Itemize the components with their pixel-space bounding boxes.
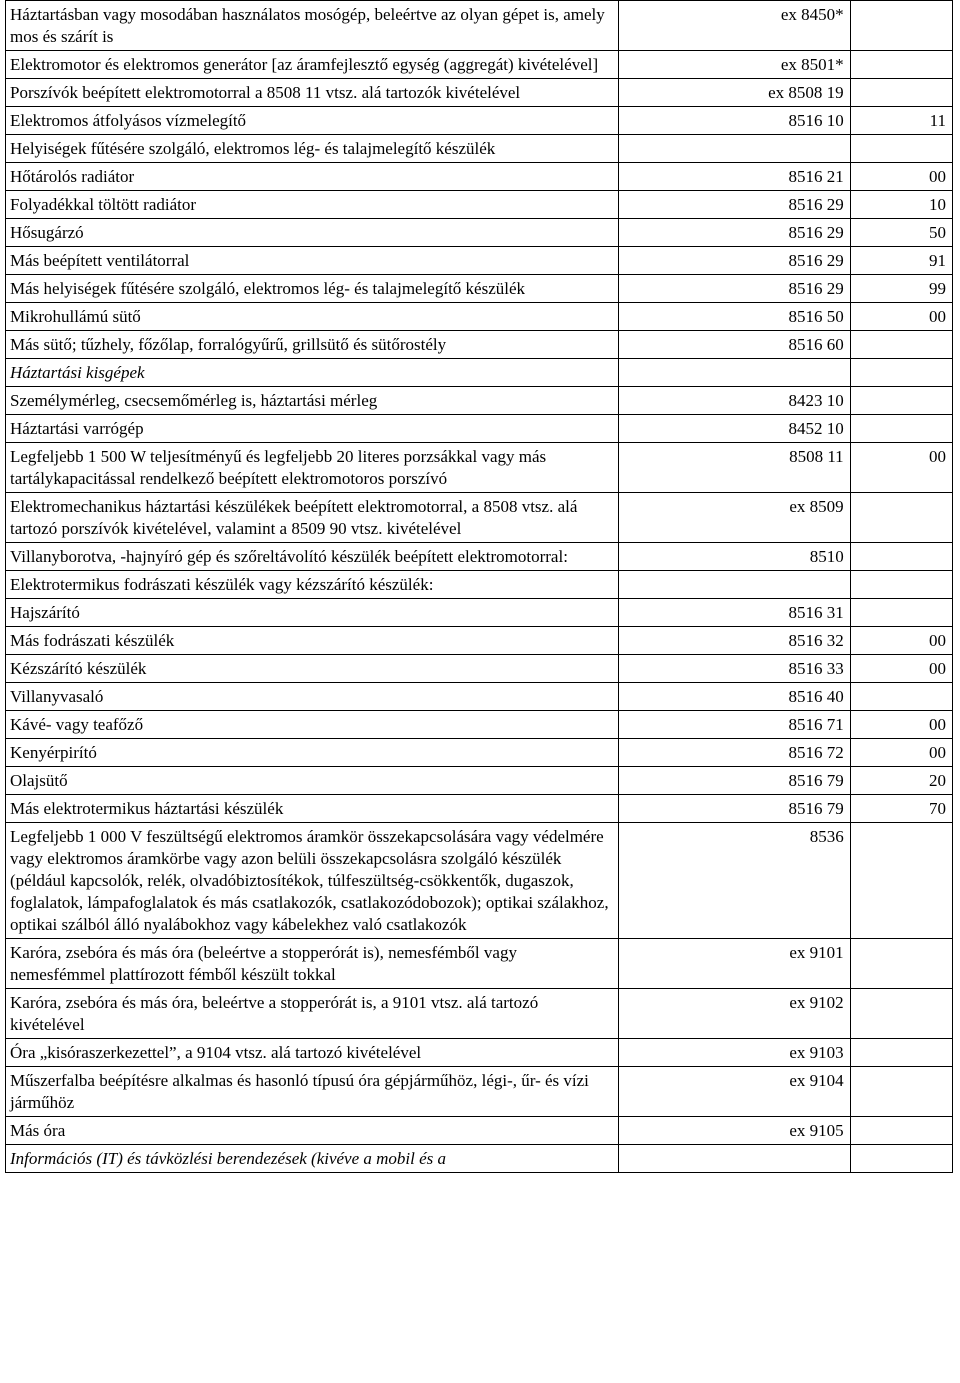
table-row xyxy=(6,767,953,795)
table-row xyxy=(6,51,953,79)
table-row xyxy=(6,543,953,571)
table-row xyxy=(6,939,953,989)
table-row xyxy=(6,443,953,493)
subheading-code xyxy=(850,599,952,627)
subheading-code: 00 xyxy=(850,443,952,493)
subheading-code xyxy=(850,989,952,1039)
item-description: Hőtárolós radiátor xyxy=(6,163,619,191)
subheading-code: 20 xyxy=(850,767,952,795)
item-description: Kávé- vagy teafőző xyxy=(6,711,619,739)
item-description: Más helyiségek fűtésére szolgáló, elektromos lég- és talajmelegítő készülék xyxy=(6,275,619,303)
item-description: Más elektrotermikus háztartási készülék xyxy=(6,795,619,823)
subheading-code xyxy=(850,1145,952,1173)
tariff-code: 8516 40 xyxy=(618,683,850,711)
subheading-code xyxy=(850,683,952,711)
item-description: Más fodrászati készülék xyxy=(6,627,619,655)
table-row xyxy=(6,1,953,51)
item-description: Más beépített ventilátorral xyxy=(6,247,619,275)
subheading-code: 50 xyxy=(850,219,952,247)
subheading-code: 00 xyxy=(850,303,952,331)
tariff-code: 8510 xyxy=(618,543,850,571)
subheading-code xyxy=(850,79,952,107)
item-description: Hajszárító xyxy=(6,599,619,627)
item-description: Személymérleg, csecsemőmérleg is, háztartási mérleg xyxy=(6,387,619,415)
item-description: Elektromos átfolyásos vízmelegítő xyxy=(6,107,619,135)
table-row xyxy=(6,331,953,359)
item-description: Műszerfalba beépítésre alkalmas és hasonló típusú óra gépjárműhöz, légi-, űr- és vízi járműhöz xyxy=(6,1067,619,1117)
table-row xyxy=(6,107,953,135)
tariff-code: 8452 10 xyxy=(618,415,850,443)
item-description: Háztartási varrógép xyxy=(6,415,619,443)
subheading-code xyxy=(850,823,952,939)
subheading-code xyxy=(850,51,952,79)
item-description: Porszívók beépített elektromotorral a 8508 11 vtsz. alá tartozók kivételével xyxy=(6,79,619,107)
table-body xyxy=(6,1,953,1173)
table-row xyxy=(6,303,953,331)
table-row xyxy=(6,191,953,219)
tariff-code: ex 9105 xyxy=(618,1117,850,1145)
subheading-code: 91 xyxy=(850,247,952,275)
item-description: Mikrohullámú sütő xyxy=(6,303,619,331)
tariff-code: 8516 21 xyxy=(618,163,850,191)
item-description: Információs (IT) és távközlési berendezések (kivéve a mobil és a xyxy=(6,1145,619,1173)
table-row xyxy=(6,795,953,823)
item-description: Helyiségek fűtésére szolgáló, elektromos lég- és talajmelegítő készülék xyxy=(6,135,619,163)
item-description: Más óra xyxy=(6,1117,619,1145)
item-description: Elektromechanikus háztartási készülékek beépített elektromotorral, a 8508 vtsz. alá tartozó porszívók kivételével, valamint a 8509 90 vtsz. kivételével xyxy=(6,493,619,543)
subheading-code: 11 xyxy=(850,107,952,135)
item-description: Legfeljebb 1 500 W teljesítményű és legfeljebb 20 literes porzsákkal vagy más tartálykapacitással rendelkező beépített elektromotoros porszívó xyxy=(6,443,619,493)
table-row xyxy=(6,135,953,163)
subheading-code xyxy=(850,331,952,359)
item-description: Elektromotor és elektromos generátor [az áramfejlesztő egység (aggregát) kivételével] xyxy=(6,51,619,79)
subheading-code xyxy=(850,359,952,387)
tariff-code xyxy=(618,1145,850,1173)
table-row xyxy=(6,599,953,627)
tariff-code: 8516 31 xyxy=(618,599,850,627)
tariff-code: 8536 xyxy=(618,823,850,939)
tariff-code xyxy=(618,135,850,163)
table-row xyxy=(6,359,953,387)
tariff-code: 8516 32 xyxy=(618,627,850,655)
tariff-code: 8516 29 xyxy=(618,247,850,275)
table-row xyxy=(6,415,953,443)
tariff-code: 8516 79 xyxy=(618,795,850,823)
tariff-code: ex 8509 xyxy=(618,493,850,543)
subheading-code xyxy=(850,543,952,571)
subheading-code: 00 xyxy=(850,627,952,655)
subheading-code: 70 xyxy=(850,795,952,823)
tariff-code: ex 8508 19 xyxy=(618,79,850,107)
tariff-code: 8516 71 xyxy=(618,711,850,739)
tariff-code xyxy=(618,359,850,387)
table-row xyxy=(6,275,953,303)
item-description: Elektrotermikus fodrászati készülék vagy kézszárító készülék: xyxy=(6,571,619,599)
table-row xyxy=(6,493,953,543)
tariff-code: 8516 79 xyxy=(618,767,850,795)
subheading-code: 00 xyxy=(850,711,952,739)
subheading-code xyxy=(850,571,952,599)
subheading-code xyxy=(850,387,952,415)
subheading-code xyxy=(850,1117,952,1145)
subheading-code xyxy=(850,415,952,443)
product-code-table xyxy=(5,0,953,1173)
subheading-code xyxy=(850,135,952,163)
item-description: Hősugárzó xyxy=(6,219,619,247)
table-row xyxy=(6,627,953,655)
tariff-code: ex 9102 xyxy=(618,989,850,1039)
item-description: Háztartásban vagy mosodában használatos mosógép, beleértve az olyan gépet is, amely mos és szárít is xyxy=(6,1,619,51)
table-row xyxy=(6,387,953,415)
item-description: Legfeljebb 1 000 V feszültségű elektromos áramkör összekapcsolására vagy védelmére vagy elektromos áramkörbe vagy azon belüli összekapcsolásra szolgáló készülék (például kapcsolók, relék, olvadóbiztosítékok, túlfeszültség-csökkentők, dugaszok, foglalatok, lámpafoglalatok és más csatlakozók, csatlakozódobozok); optikai szálakhoz, optikai szálból álló nyalábokhoz vagy kábelekhez való csatlakozók xyxy=(6,823,619,939)
subheading-code xyxy=(850,493,952,543)
subheading-code xyxy=(850,1039,952,1067)
tariff-code: 8516 29 xyxy=(618,191,850,219)
subheading-code: 99 xyxy=(850,275,952,303)
table-row xyxy=(6,989,953,1039)
tariff-code: ex 9104 xyxy=(618,1067,850,1117)
table-row xyxy=(6,711,953,739)
table-row xyxy=(6,823,953,939)
table-row xyxy=(6,655,953,683)
tariff-code: 8516 10 xyxy=(618,107,850,135)
item-description: Villanyvasaló xyxy=(6,683,619,711)
table-row xyxy=(6,247,953,275)
subheading-code xyxy=(850,1,952,51)
item-description: Óra „kisóraszerkezettel”, a 9104 vtsz. alá tartozó kivételével xyxy=(6,1039,619,1067)
tariff-code: 8516 33 xyxy=(618,655,850,683)
tariff-code: ex 9101 xyxy=(618,939,850,989)
item-description: Karóra, zsebóra és más óra (beleértve a stopperórát is), nemesfémből vagy nemesfémmel plattírozott fémből készült tokkal xyxy=(6,939,619,989)
table-row xyxy=(6,219,953,247)
subheading-code xyxy=(850,939,952,989)
subheading-code: 00 xyxy=(850,655,952,683)
subheading-code: 00 xyxy=(850,739,952,767)
tariff-code: 8423 10 xyxy=(618,387,850,415)
table-row xyxy=(6,79,953,107)
tariff-code: 8508 11 xyxy=(618,443,850,493)
tariff-code: ex 8450* xyxy=(618,1,850,51)
tariff-code: ex 9103 xyxy=(618,1039,850,1067)
tariff-code: 8516 29 xyxy=(618,219,850,247)
tariff-code: ex 8501* xyxy=(618,51,850,79)
tariff-code: 8516 60 xyxy=(618,331,850,359)
item-description: Más sütő; tűzhely, főzőlap, forralógyűrű, grillsütő és sütőrostély xyxy=(6,331,619,359)
table-row xyxy=(6,739,953,767)
tariff-code: 8516 29 xyxy=(618,275,850,303)
table-row xyxy=(6,571,953,599)
subheading-code: 00 xyxy=(850,163,952,191)
item-description: Karóra, zsebóra és más óra, beleértve a stopperórát is, a 9101 vtsz. alá tartozó kivételével xyxy=(6,989,619,1039)
item-description: Folyadékkal töltött radiátor xyxy=(6,191,619,219)
tariff-code xyxy=(618,571,850,599)
item-description: Kenyérpirító xyxy=(6,739,619,767)
item-description: Olajsütő xyxy=(6,767,619,795)
item-description: Villanyborotva, -hajnyíró gép és szőreltávolító készülék beépített elektromotorral: xyxy=(6,543,619,571)
subheading-code: 10 xyxy=(850,191,952,219)
tariff-code: 8516 72 xyxy=(618,739,850,767)
item-description: Kézszárító készülék xyxy=(6,655,619,683)
subheading-code xyxy=(850,1067,952,1117)
table-row xyxy=(6,1117,953,1145)
table-row xyxy=(6,163,953,191)
table-row xyxy=(6,1145,953,1173)
item-description: Háztartási kisgépek xyxy=(6,359,619,387)
tariff-code: 8516 50 xyxy=(618,303,850,331)
table-row xyxy=(6,1067,953,1117)
table-row xyxy=(6,683,953,711)
table-row xyxy=(6,1039,953,1067)
